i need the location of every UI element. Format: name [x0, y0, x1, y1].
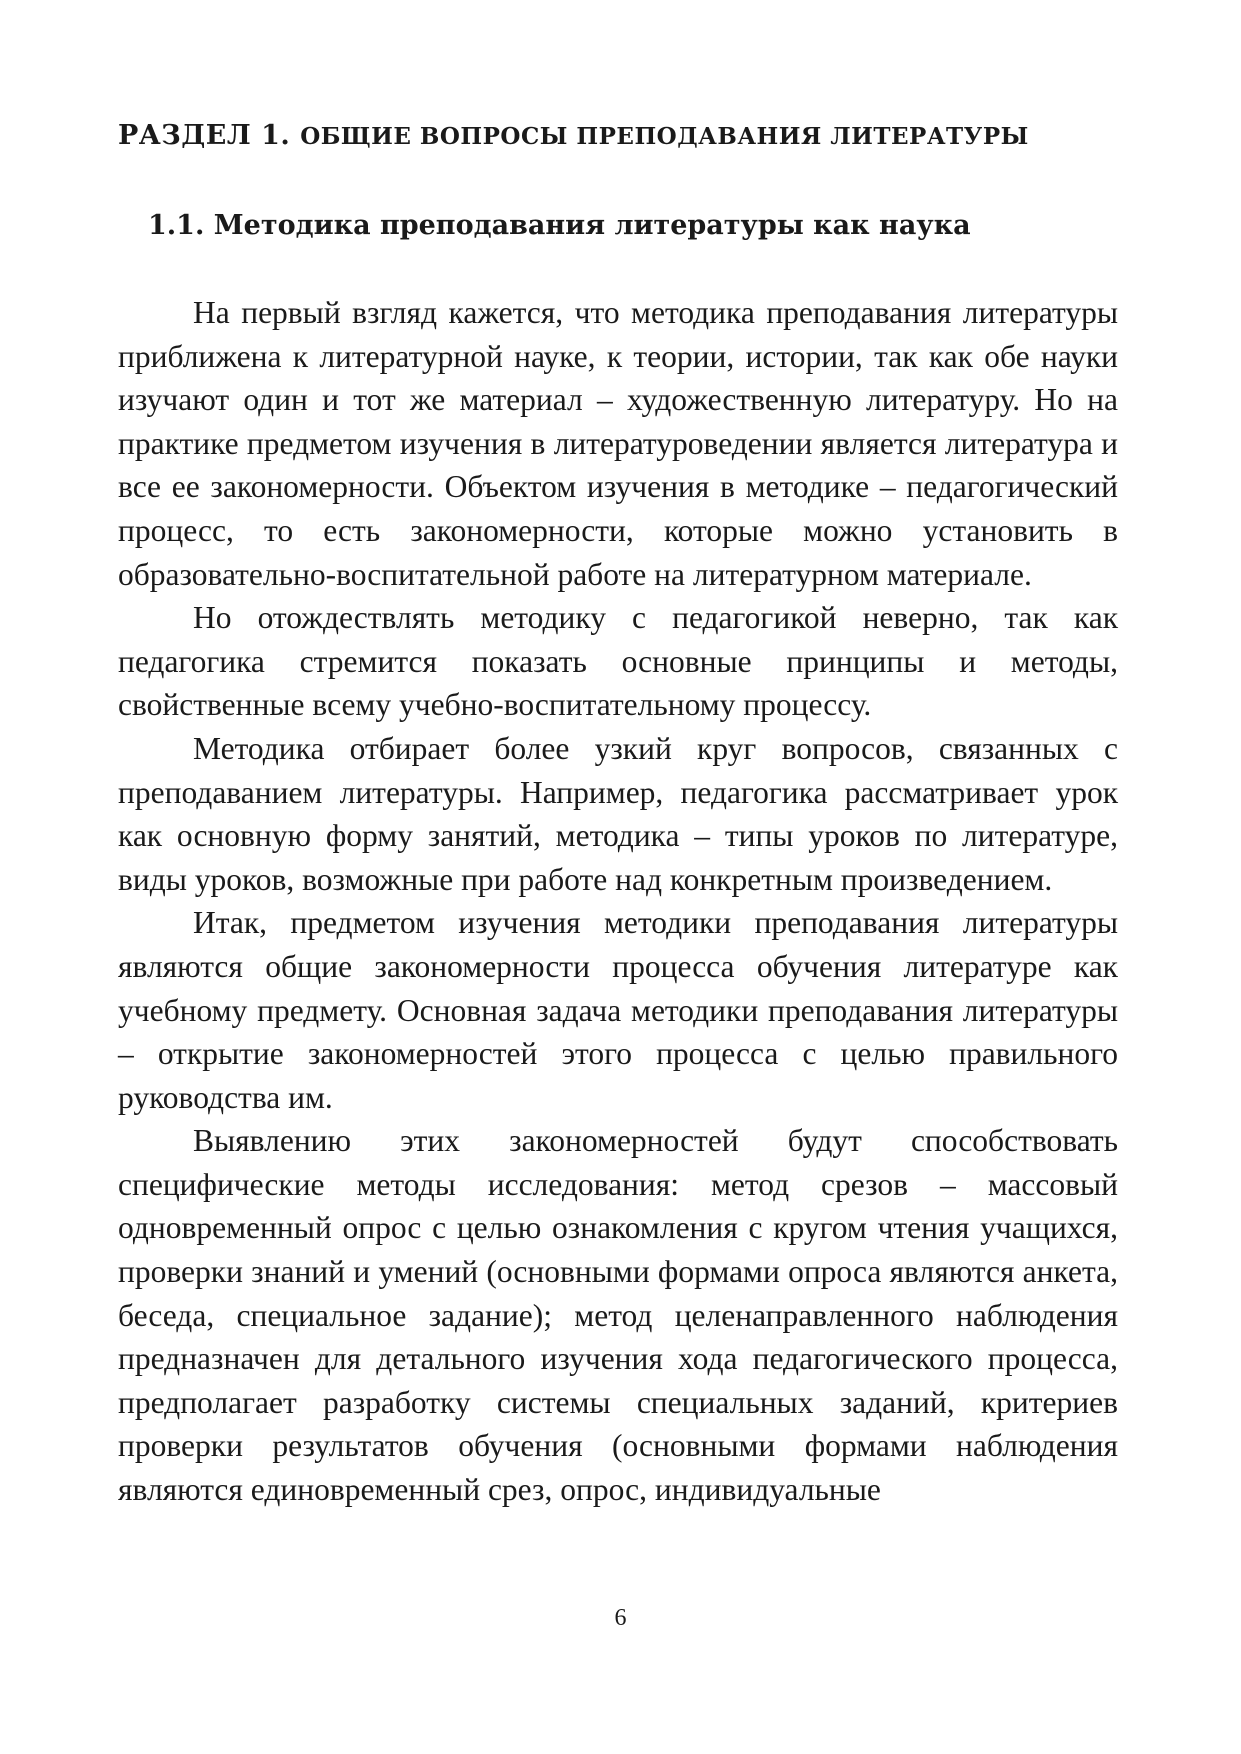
body-text [118, 291, 1118, 1512]
section-title: ОБЩИЕ ВОПРОСЫ ПРЕПОДАВАНИЯ ЛИТЕРАТУРЫ [300, 123, 1029, 150]
paragraph: Итак, предметом изучения методики преподавания литературы являются общие закономерности процесса обучения литературе как учебному предмету. Основная задача методики преподавания литературы – открытие закономерностей этого процесса с целью правильного руководства им. [118, 905, 1118, 1115]
paragraph: Методика отбирает более узкий круг вопросов, связанных с преподаванием литературы. Например, педагогика рассматривает урок как основную форму занятий, методика – типы уроков по литературе, виды уроков, возможные при работе над конкретным произведением. [118, 730, 1118, 897]
subsection-heading: 1.1. Методика преподавания литературы как наука [148, 210, 971, 241]
section-heading [118, 120, 1128, 151]
paragraph: Выявлению этих закономерностей будут способствовать специфические методы исследования: метод срезов – массовый одновременный опрос с целью ознакомления с кругом чтения учащихся, проверки знаний и умений (основными формами опроса являются анкета, беседа, специальное задание); метод целенаправленного наблюдения предназначен для детального изучения хода педагогического процесса, предполагает разработку системы специальных заданий, критериев проверки результатов обучения (основными формами наблюдения являются единовременный срез, опрос, индивидуальные [118, 1123, 1118, 1508]
paragraph: На первый взгляд кажется, что методика преподавания литературы приближена к литературной науке, к теории, истории, так как обе науки изучают один и тот же материал – художественную литературу. Но на практике предметом изучения в литературоведении является литература и все ее закономерности. Объектом изучения в методике – педагогический процесс, то есть закономерности, которые можно установить в образовательно-воспитательной работе на литературном материале. [118, 295, 1118, 592]
section-label: РАЗДЕЛ 1. [118, 120, 291, 151]
paragraph: Но отождествлять методику с педагогикой неверно, так как педагогика стремится показать основные принципы и методы, свойственные всему учебно-воспитательному процессу. [118, 600, 1118, 723]
page-number: 6 [614, 1605, 627, 1631]
